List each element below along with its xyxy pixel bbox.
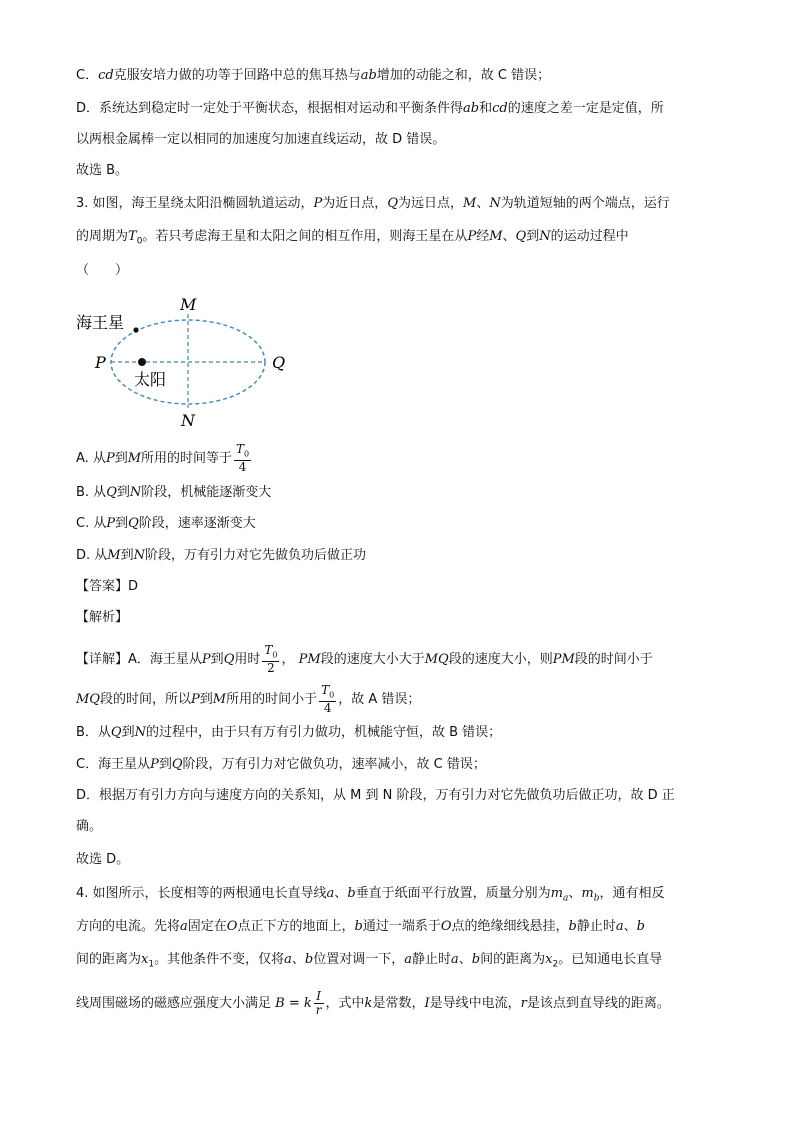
q4-stem-line3: 间的距离为$x_1$。其他条件不变，仅将a、b位置对调一下，a静止时a、b间的距离为$x_2$。已知通电长直导 xyxy=(76,952,663,970)
q3-detail-d-cont: 确。 xyxy=(76,819,103,834)
label-M: M xyxy=(180,295,197,314)
q3-answer: 【答案】D xyxy=(76,579,139,594)
fraction-t0-over-4: $\frac{T_0}{4}$ xyxy=(236,442,250,475)
q3-option-b[interactable]: B. 从Q到N阶段，机械能逐渐变大 xyxy=(76,485,272,500)
q2-option-d-explanation: D．系统达到稳定时一定处于平衡状态，根据相对运动和平衡条件得ab和cd的速度之差一定是定值，所 xyxy=(76,101,664,116)
q2-conclusion: 故选 B。 xyxy=(76,163,129,178)
q3-detail-a-line1: 【详解】A．海王星从P到Q用时 $\frac{T_0}{2}$ ， PM段的速度大小大于MQ段的速度大小，则PM段的时间小于 xyxy=(76,643,653,676)
label-sun: 太阳 xyxy=(134,370,167,389)
q2-option-d-explanation-cont: 以两根金属棒一定以相同的加速度匀加速直线运动，故 D 错误。 xyxy=(76,132,446,147)
label-Q: Q xyxy=(272,353,286,372)
q3-stem-line1: 3. 如图，海王星绕太阳沿椭圆轨道运动，P为近日点，Q为远日点，M、N为轨道短轴的两个端点，运行 xyxy=(76,196,670,211)
q4-stem-line4: 线周围磁场的磁感应强度大小满足 B = k $\frac{I}{r}$ ，式中k是常数，I是导线中电流，r是该点到直导线的距离。 xyxy=(76,989,670,1017)
neptune-dot xyxy=(133,327,138,332)
q3-stem-line2: 的周期为$T_0$。若只考虑海王星和太阳之间的相互作用，则海王星在从P经M、Q到N的运动过程中 xyxy=(76,229,629,247)
q4-stem-line2: 方向的电流。先将a固定在O点正下方的地面上，b通过一端系于O点的绝缘细线悬挂，b静止时a、b xyxy=(76,919,645,934)
fraction-i-over-r: $\frac{I}{r}$ xyxy=(315,989,322,1017)
q3-option-d[interactable]: D. 从M到N阶段，万有引力对它先做负功后做正功 xyxy=(76,548,366,563)
q3-conclusion: 故选 D。 xyxy=(76,852,130,867)
orbit-diagram xyxy=(70,292,300,432)
label-P: P xyxy=(95,353,106,372)
q3-analysis-tag: 【解析】 xyxy=(76,610,129,625)
q3-detail-a-line2: MQ段的时间，所以P到M所用的时间小于 $\frac{T_0}{4}$ ，故 A 错误； xyxy=(76,683,421,716)
q3-detail-b: B．从Q到N的过程中，由于只有万有引力做功，机械能守恒，故 B 错误； xyxy=(76,725,502,740)
fraction-t0-over-2: $\frac{T_0}{2}$ xyxy=(264,643,278,676)
q3-answer-blank: （ ） xyxy=(76,263,129,278)
q2-option-c-explanation: C．cd克服安培力做的功等于回路中总的焦耳热与ab增加的动能之和，故 C 错误； xyxy=(76,68,551,83)
q3-option-a[interactable]: A. 从P到M所用的时间等于 $\frac{T_0}{4}$ xyxy=(76,442,250,475)
fraction-t0-over-4-b: $\frac{T_0}{4}$ xyxy=(321,683,335,716)
label-N: N xyxy=(181,411,195,430)
sun-dot xyxy=(138,358,146,366)
label-neptune: 海王星 xyxy=(76,313,125,332)
q4-stem-line1: 4. 如图所示，长度相等的两根通电长直导线a、b垂直于纸面平行放置，质量分别为$m_a$、$m_b$，通有相反 xyxy=(76,886,665,904)
q3-detail-d: D．根据万有引力方向与速度方向的关系知，从 M 到 N 阶段，万有引力对它先做负功后做正功，故 D 正 xyxy=(76,788,675,803)
q3-detail-c: C．海王星从P到Q阶段，万有引力对它做负功，速率减小，故 C 错误； xyxy=(76,757,486,772)
q3-option-c[interactable]: C. 从P到Q阶段，速率逐渐变大 xyxy=(76,516,256,531)
